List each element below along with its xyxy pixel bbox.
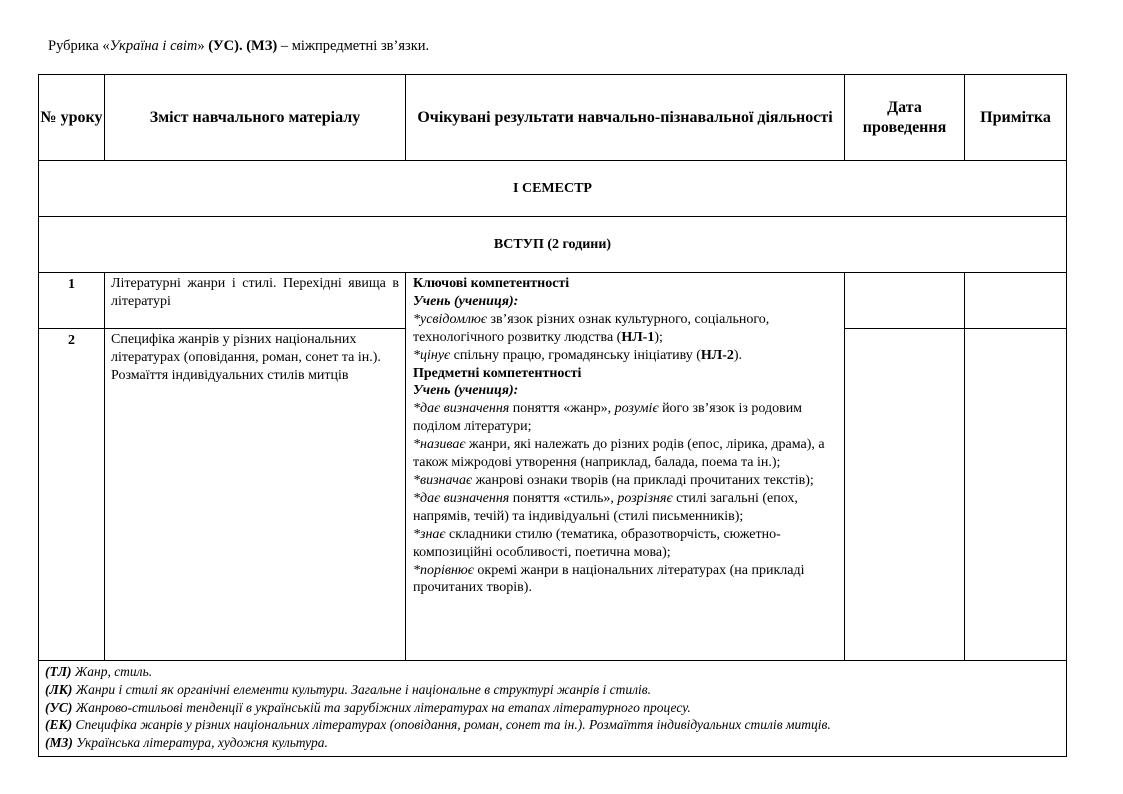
rubric-abbr: (УС). (МЗ) — [208, 38, 278, 54]
rubric-prefix: Рубрика « — [48, 38, 110, 54]
student-label: Учень (учениця): — [413, 383, 519, 399]
lesson-number: 2 — [39, 329, 105, 661]
lesson-topic: Специфіка жанрів у різних національних літературах (оповідання, роман, сонет та ін.). Розмаїття індивідуальних стилів митців — [105, 329, 406, 661]
key-competencies-title: Ключові компетентності — [413, 276, 570, 291]
result-item: *знає складники стилю (тематика, образотворчість, сюжетно-композиційні особливості, поетична мова); — [413, 526, 781, 560]
result-item: *порівнює окремі жанри в національних літературах (на прикладі прочитаних творів). — [413, 562, 805, 596]
footer-notes — [39, 661, 1067, 757]
section-title: ВСТУП (2 години) — [39, 217, 1067, 273]
footer-line: (МЗ) Українська література, художня культура. — [45, 735, 328, 751]
rubric-note — [48, 38, 429, 55]
footer-line: (ТЛ) Жанр, стиль. — [45, 664, 153, 679]
footer-row — [39, 661, 1067, 757]
result-item: *цінує спільну працю, громадянську ініціативу (НЛ-2). — [413, 347, 743, 363]
rubric-name: Україна і світ — [109, 38, 198, 54]
semester-row — [39, 161, 1067, 217]
lesson-plan-table — [38, 74, 1067, 757]
rubric-suffix: » — [197, 38, 209, 54]
lesson-number: 1 — [39, 273, 105, 329]
header-content: Зміст навчального матеріалу — [105, 75, 406, 161]
result-item: *називає жанри, які належать до різних родів (епос, лірика, драма), а також міжродові утворення (наприклад, балада, поема та ін.); — [413, 437, 825, 471]
header-results: Очікувані результати навчально-пізнавальної діяльності — [406, 75, 845, 161]
header-date: Дата проведення — [845, 75, 965, 161]
header-lesson-number: № уроку — [39, 75, 105, 161]
footer-line: (ЛК) Жанри і стилі як органічні елементи культури. Загальне і національне в структурі жанрів і стилів. — [45, 681, 652, 697]
header-note: Примітка — [965, 75, 1067, 161]
section-row — [39, 217, 1067, 273]
result-item: *визначає жанрові ознаки творів (на прикладі прочитаних текстів); — [413, 472, 814, 488]
table-row — [39, 273, 1067, 329]
rubric-rest: – міжпредметні зв’язки. — [277, 38, 430, 54]
note-cell — [965, 273, 1067, 329]
footer-line: (ЕК) Специфіка жанрів у різних національних літературах (оповідання, роман, сонет та ін.). Розмаїття індивідуальних стилів митців. — [45, 717, 831, 733]
result-item: *дає визначення поняття «стиль», розрізняє стилі загальні (епох, напрямів, течій) та індивідуальні (стилі письменників); — [413, 490, 798, 524]
student-label: Учень (учениця): — [413, 293, 519, 309]
result-item: *усвідомлює зв’язок різних ознак культурного, соціального, технологічного розвитку людства (НЛ-1); — [413, 311, 770, 345]
table-header-row — [39, 75, 1067, 161]
result-item: *дає визначення поняття «жанр», розуміє його зв’язок із родовим поділом літератури; — [413, 401, 803, 435]
date-cell — [845, 273, 965, 329]
date-cell — [845, 329, 965, 661]
lesson-topic: Літературні жанри і стилі. Перехідні явища в літературі — [105, 273, 406, 329]
expected-results — [406, 273, 845, 661]
note-cell — [965, 329, 1067, 661]
footer-line: (УС) Жанрово-стильові тенденції в українській та зарубіжних літературах на етапах літературного процесу. — [45, 699, 691, 715]
semester-title: І СЕМЕСТР — [39, 161, 1067, 217]
subject-competencies-title: Предметні компетентності — [413, 365, 582, 381]
